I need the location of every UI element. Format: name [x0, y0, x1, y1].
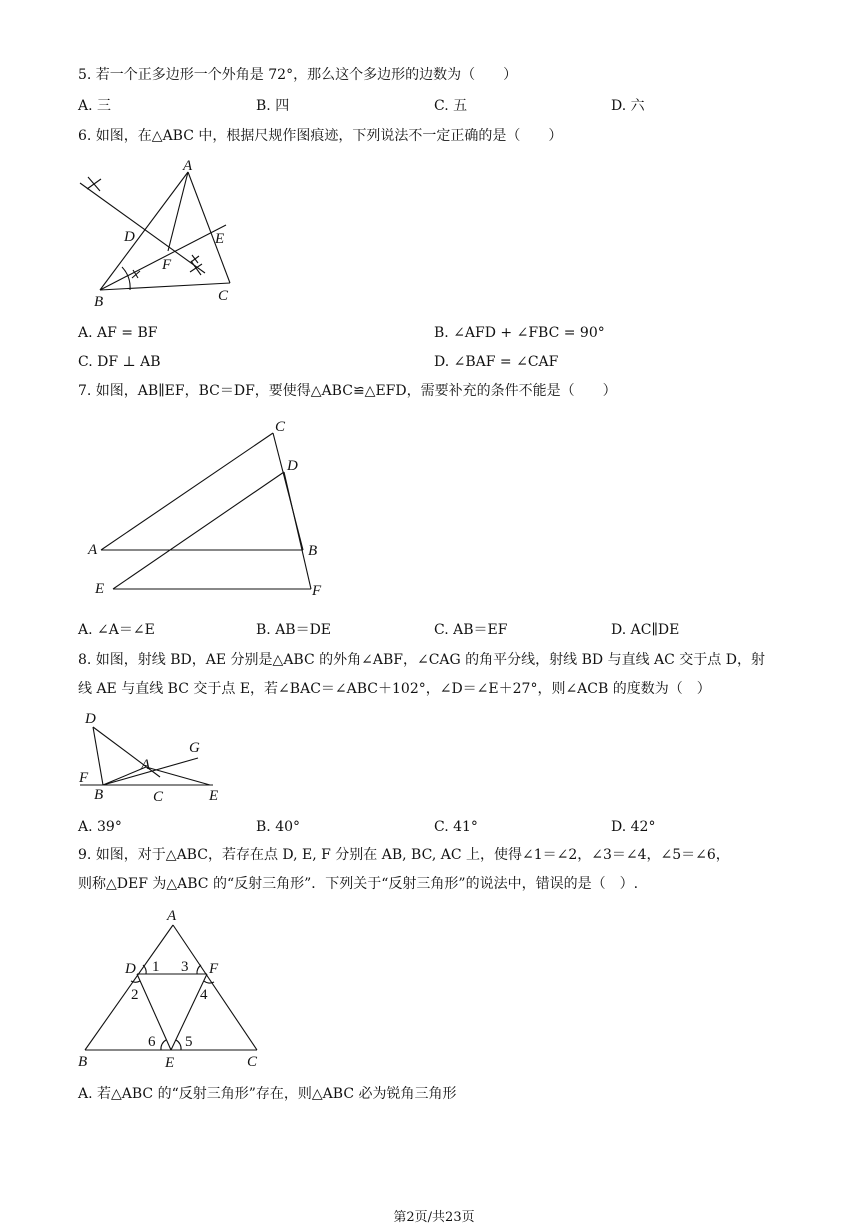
q7-label-a: A	[88, 542, 98, 558]
q6-label-b: B	[94, 294, 104, 310]
q9-label-angle5: 5	[185, 1034, 193, 1050]
q7-label-f: F	[312, 583, 322, 599]
q7-label-d: D	[287, 458, 298, 474]
q8-label-g: G	[189, 740, 200, 756]
q8-label-a: A	[141, 757, 151, 773]
q9-label-angle2: 2	[131, 987, 139, 1003]
q7-stem: 7. 如图，AB∥EF，BC＝DF，要使得△ABC≌△EFD，需要补充的条件不能是（ ）	[78, 383, 617, 399]
q7-option-b: B. AB＝DE	[256, 622, 332, 638]
q9-label-angle6: 6	[148, 1034, 156, 1050]
q5-option-a: A. 三	[78, 98, 112, 114]
q9-label-b: B	[78, 1054, 88, 1070]
q9-option-a: A. 若△ABC 的“反射三角形”存在，则△ABC 必为锐角三角形	[78, 1086, 457, 1102]
q9-stem-line1: 9. 如图，对于△ABC，若存在点 D, E, F 分别在 AB, BC, AC 上，使得∠1＝∠2，∠3＝∠4，∠5＝∠6，	[78, 847, 730, 863]
q6-option-d: D. ∠BAF = ∠CAF	[434, 354, 559, 370]
q6-figure	[70, 155, 250, 315]
q5-option-c: C. 五	[434, 98, 468, 114]
q9-figure	[75, 905, 275, 1075]
q8-label-d: D	[85, 711, 96, 727]
q6-option-a: A. AF = BF	[78, 325, 158, 341]
q9-label-a: A	[167, 908, 177, 924]
q7-option-a: A. ∠A＝∠E	[78, 622, 155, 638]
q8-option-a: A. 39°	[78, 819, 122, 835]
q9-stem-line2: 则称△DEF 为△ABC 的“反射三角形”．下列关于“反射三角形”的说法中，错误的是（ ）.	[78, 876, 639, 892]
q9-label-f: F	[209, 961, 219, 977]
q9-label-angle1: 1	[152, 959, 160, 975]
q8-option-d: D. 42°	[611, 819, 656, 835]
q8-figure	[75, 705, 235, 805]
q8-stem-line2: 线 AE 与直线 BC 交于点 E，若∠BAC＝∠ABC＋102°，∠D＝∠E＋27°，则∠ACB 的度数为（ ）	[78, 681, 711, 697]
q9-label-e: E	[165, 1055, 175, 1071]
q7-label-b: B	[308, 543, 318, 559]
q8-label-c: C	[153, 789, 164, 805]
q9-label-angle3: 3	[181, 959, 189, 975]
q7-option-c: C. AB＝EF	[434, 622, 508, 638]
q9-label-c: C	[247, 1054, 258, 1070]
q8-stem-line1: 8. 如图，射线 BD，AE 分别是△ABC 的外角∠ABF，∠CAG 的角平分线，射线 BD 与直线 AC 交于点 D，射	[78, 652, 765, 668]
q8-option-b: B. 40°	[256, 819, 301, 835]
q8-label-b: B	[94, 787, 104, 803]
q6-stem: 6. 如图，在△ABC 中，根据尺规作图痕迹，下列说法不一定正确的是（ ）	[78, 128, 563, 144]
q6-label-a: A	[183, 158, 193, 174]
q5-option-b: B. 四	[256, 98, 290, 114]
q8-label-f: F	[79, 770, 89, 786]
q6-label-e: E	[215, 231, 225, 247]
q7-label-e: E	[95, 581, 105, 597]
q6-option-b: B. ∠AFD + ∠FBC = 90°	[434, 325, 605, 341]
q5-stem: 5. 若一个正多边形一个外角是 72°，那么这个多边形的边数为（ ）	[78, 67, 518, 83]
q8-option-c: C. 41°	[434, 819, 478, 835]
q8-label-e: E	[209, 788, 219, 804]
q6-label-d: D	[124, 229, 135, 245]
q6-label-c: C	[218, 288, 229, 304]
q7-label-c: C	[275, 419, 286, 435]
page-footer: 第2页/共23页	[393, 1210, 475, 1225]
q7-figure	[85, 412, 335, 602]
q6-label-f: F	[162, 257, 172, 273]
q7-option-d: D. AC∥DE	[611, 622, 680, 638]
q5-option-d: D. 六	[611, 98, 645, 114]
q6-option-c: C. DF ⊥ AB	[78, 354, 161, 370]
q9-label-angle4: 4	[200, 987, 208, 1003]
q9-label-d: D	[125, 961, 136, 977]
